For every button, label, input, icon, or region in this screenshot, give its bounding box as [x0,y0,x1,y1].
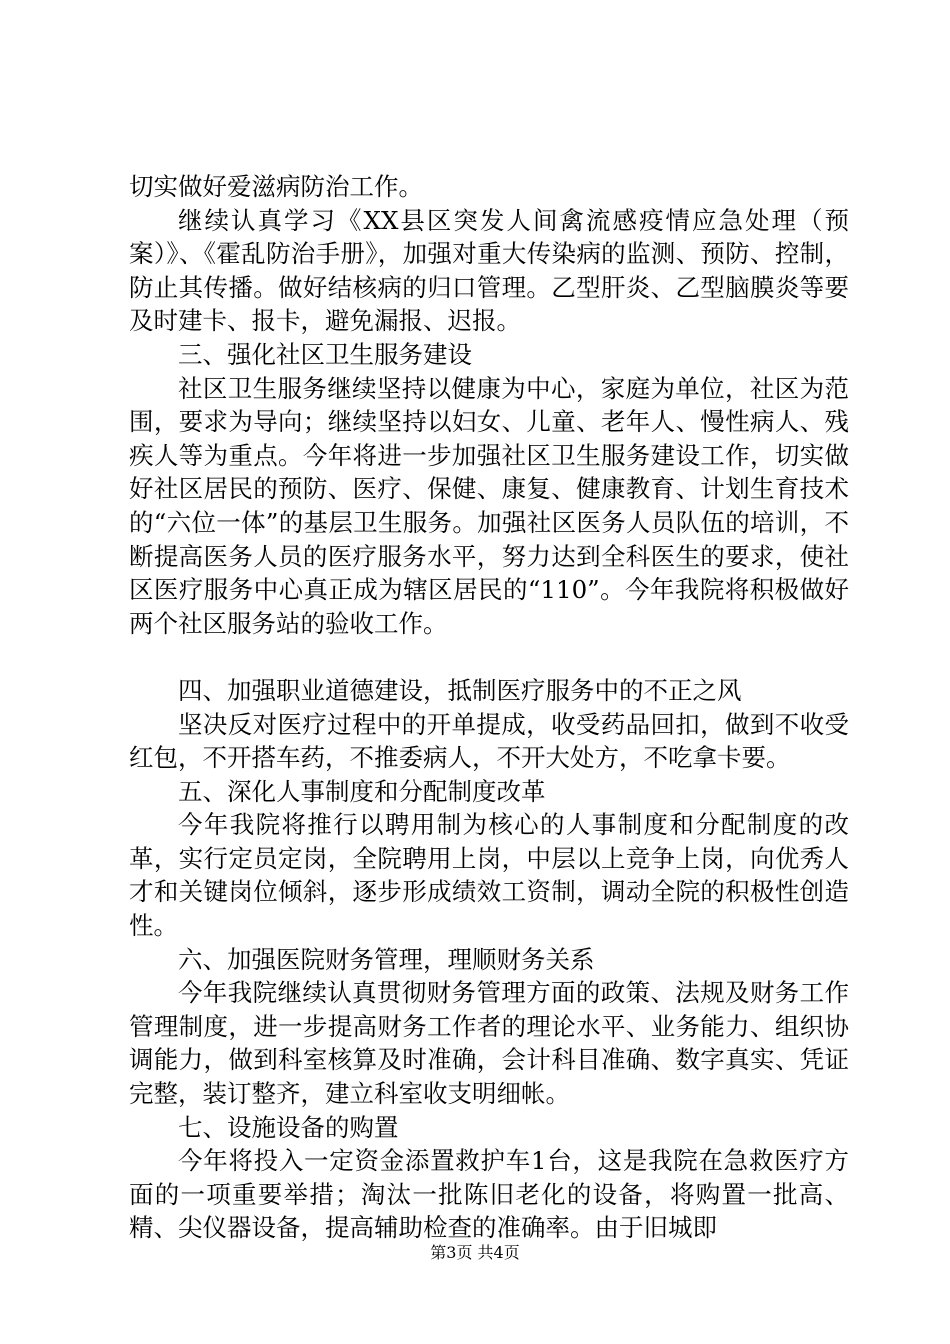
document-body [129,170,849,1245]
paragraph-financial-management: 今年我院继续认真贯彻财务管理方面的政策、法规及财务工作管理制度，进一步提高财务工作者的理论水平、业务能力、组织协调能力，做到科室核算及时准确，会计科目准确、数字真实、凭证完整，装订整齐，建立科室收支明细帐。 [129,978,849,1109]
paragraph-personnel-reform: 今年我院将推行以聘用制为核心的人事制度和分配制度的改革，实行定员定岗，全院聘用上岗，中层以上竞争上岗，向优秀人才和关键岗位倾斜，逐步形成绩效工资制，调动全院的积极性创造性。 [129,810,849,941]
paragraph-spacer [129,640,849,674]
paragraph-equipment-purchase: 今年将投入一定资金添置救护车1台，这是我院在急救医疗方面的一项重要举措；淘汰一批陈旧老化的设备，将购置一批高、精、尖仪器设备，提高辅助检查的准确率。由于旧城即 [129,1146,849,1243]
section-heading-7: 七、设施设备的购置 [178,1112,399,1142]
paragraph-community-health: 社区卫生服务继续坚持以健康为中心，家庭为单位，社区为范围，要求为导向；继续坚持以妇女、儿童、老年人、慢性病人、残疾人等为重点。今年将进一步加强社区卫生服务建设工作，切实做好社区居民的预防、医疗、保健、康复、健康教育、计划生育技术的“六位一体”的基层卫生服务。加强社区医务人员队伍的培训，不断提高医务人员的医疗服务水平，努力达到全科医生的要求，使社区医疗服务中心真正成为辖区居民的“110”。今年我院将积极做好两个社区服务站的验收工作。 [129,373,849,638]
page-footer [0,1243,950,1263]
page-number-label: 第3页 共4页 [430,1243,520,1262]
section-heading-4: 四、加强职业道德建设，抵制医疗服务中的不正之风 [178,675,742,705]
section-heading-6: 六、加强医院财务管理，理顺财务关系 [178,944,595,974]
paragraph-professional-ethics: 坚决反对医疗过程中的开单提成，收受药品回扣，做到不收受红包，不开搭车药，不推委病人，不开大处方，不吃拿卡要。 [129,709,849,773]
paragraph-continuation: 切实做好爱滋病防治工作。 [129,172,423,201]
paragraph-infectious-disease: 继续认真学习《XX县区突发人间禽流感疫情应急处理（预案）》、《霍乱防治手册》，加强对重大传染病的监测、预防、控制，防止其传播。做好结核病的归口管理。乙型肝炎、乙型脑膜炎等要及时建卡、报卡，避免漏报、迟报。 [129,205,849,336]
section-heading-3: 三、强化社区卫生服务建设 [178,339,472,369]
section-heading-5: 五、深化人事制度和分配制度改革 [178,776,546,806]
